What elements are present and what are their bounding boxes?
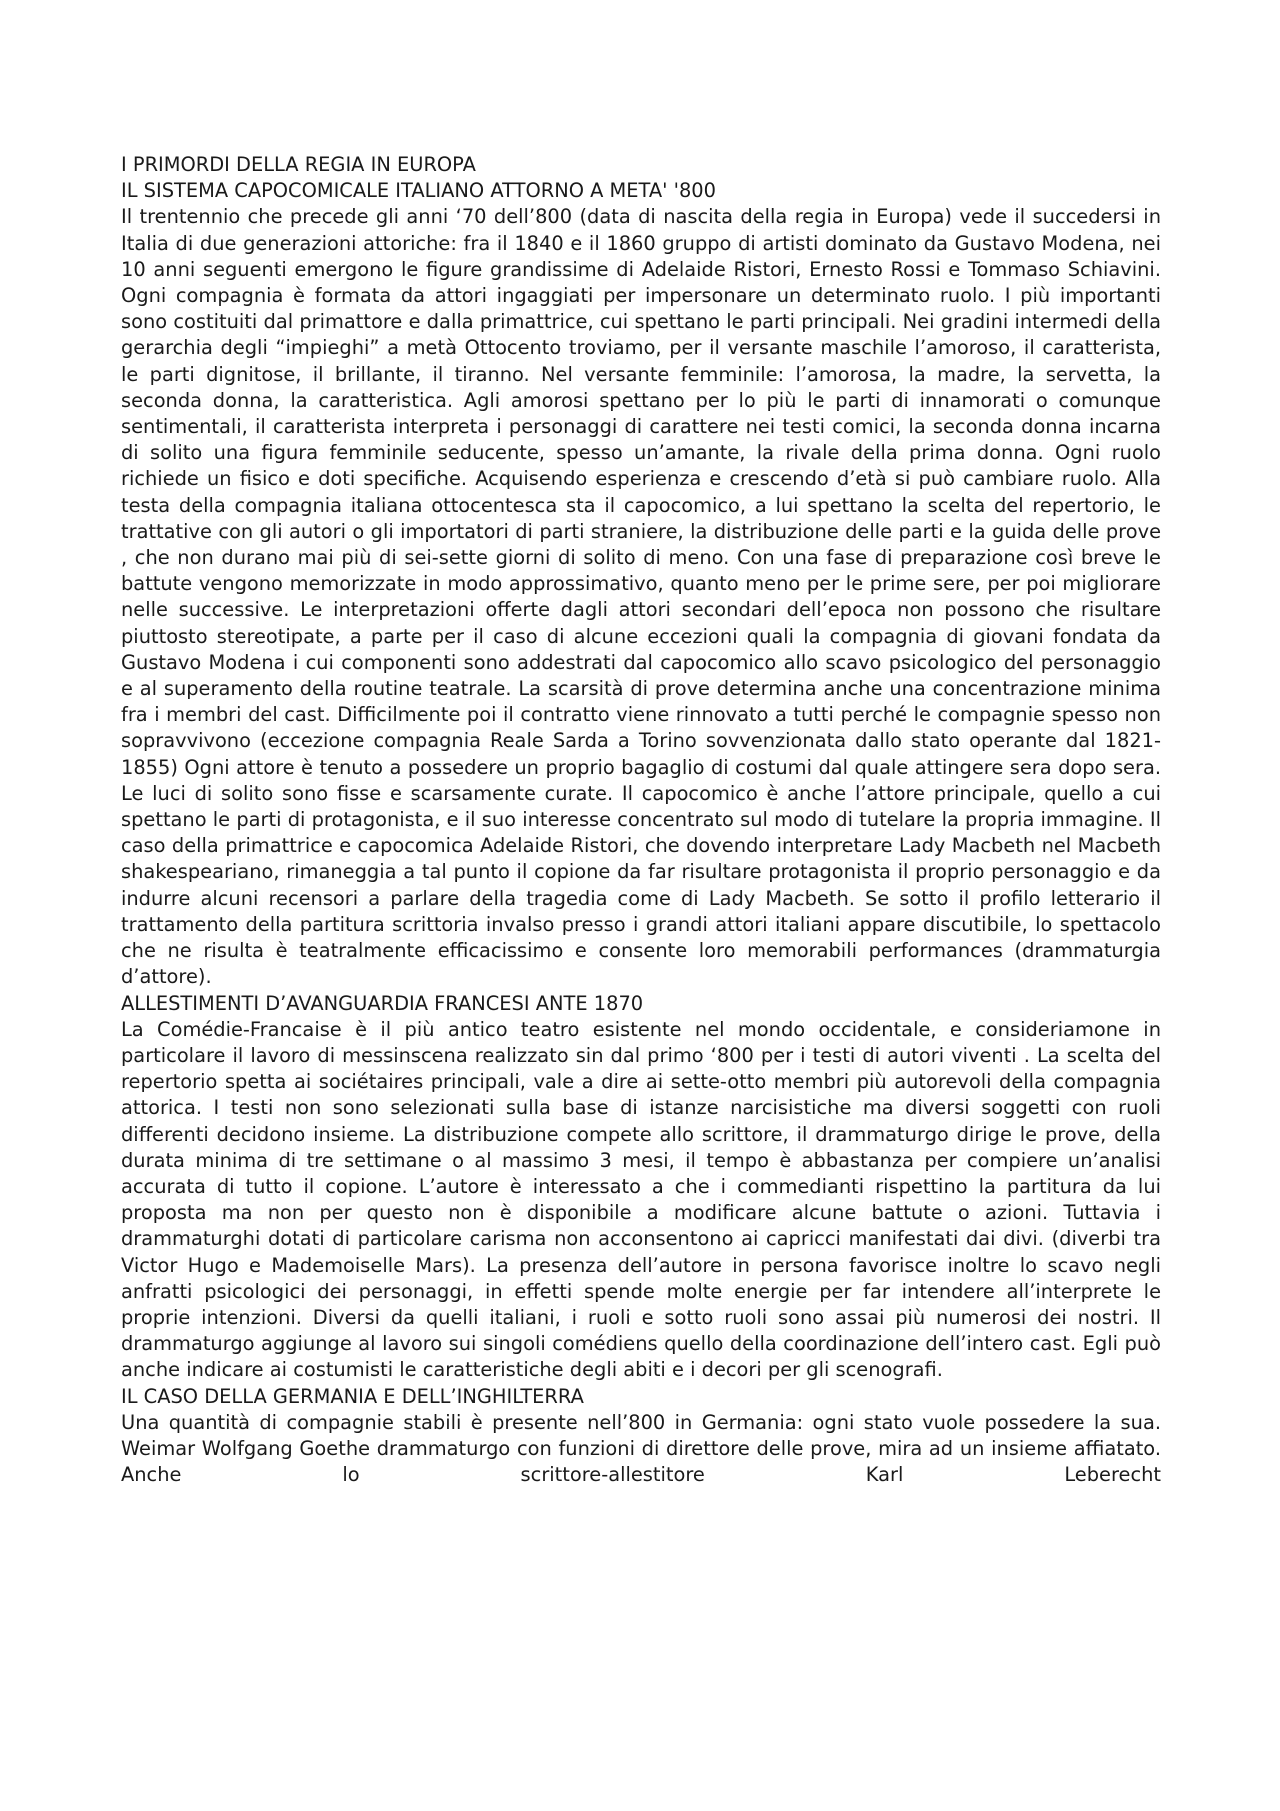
section-heading: ALLESTIMENTI D’AVANGUARDIA FRANCESI ANTE 1870 xyxy=(121,991,644,1015)
document-title: I PRIMORDI DELLA REGIA IN EUROPA xyxy=(121,153,476,176)
section-paragraph: Una quantità di compagnie stabili è presente nell’800 in Germania: ogni stato vuole possedere la sua. Weimar Wolfgang Goethe drammaturgo con funzioni di direttore delle prove, mira ad un insieme affiatato. Anche lo scrittore-allestitore Karl Leberecht xyxy=(121,1410,1161,1487)
document-page xyxy=(121,152,1161,1488)
section-heading: IL CASO DELLA GERMANIA E DELL’INGHILTERRA xyxy=(121,1384,584,1408)
section-heading: IL SISTEMA CAPOCOMICALE ITALIANO ATTORNO A META' '800 xyxy=(121,179,716,203)
section-paragraph: Il trentennio che precede gli anni ‘70 dell’800 (data di nascita della regia in Europa) vede il succedersi in Italia di due generazioni attoriche: fra il 1840 e il 1860 gruppo di artisti dominato da Gustavo Modena, nei 10 anni seguenti emergono le figure grandissime di Adelaide Ristori, Ernesto Rossi e Tommaso Schiavini. Ogni compagnia è formata da attori ingaggiati per impersonare un determinato ruolo. I più importanti sono costituiti dal primattore e dalla primattrice, cui spettano le parti principali. Nei gradini intermedi della gerarchia degli “impieghi” a metà Ottocento troviamo, per il versante maschile l’amoroso, il caratterista, le parti dignitose, il brillante, il tiranno. Nel versante femminile: l’amorosa, la madre, la servetta, la seconda donna, la caratteristica. Agli amorosi spettano per lo più le parti di innamorati o comunque sentimentali, il caratterista interpreta i personaggi di carattere nei testi comici, la seconda donna incarna di solito una figura femminile seducente, spesso un’amante, la rivale della prima donna. Ogni ruolo richiede un fisico e doti specifiche. Acquisendo esperienza e crescendo d’età si può cambiare ruolo. Alla testa della compagnia italiana ottocentesca sta il capocomico, a lui spettano la scelta del repertorio, le trattative con gli autori o gli importatori di parti straniere, la distribuzione delle parti e la guida delle prove , che non durano mai più di sei-sette giorni di solito di meno. Con una fase di preparazione così breve le battute vengono memorizzate in modo approssimativo, quanto meno per le prime sere, per poi migliorare nelle successive. Le interpretazioni offerte dagli attori secondari dell’epoca non possono che risultare piuttosto stereotipate, a parte per il caso di alcune eccezioni quali la compagnia di giovani fondata da Gustavo Modena i cui componenti sono addestrati dal capocomico allo scavo psicologico del personaggio e al superamento della routine teatrale. La scarsità di prove determina anche una concentrazione minima fra i membri del cast. Difficilmente poi il contratto viene rinnovato a tutti perché le compagnie spesso non sopravvivono (eccezione compagnia Reale Sarda a Torino sovvenzionata dallo stato operante dal 1821-1855) Ogni attore è tenuto a possedere un proprio bagaglio di costumi dal quale attingere sera dopo sera. Le luci di solito sono fisse e scarsamente curate. Il capocomico è anche l’attore principale, quello a cui spettano le parti di protagonista, e il suo interesse concentrato sul modo di tutelare la propria immagine. Il caso della primattrice e capocomica Adelaide Ristori, che dovendo interpretare Lady Macbeth nel Macbeth shakespeariano, rimaneggia a tal punto il copione da far risultare protagonista il proprio personaggio e da indurre alcuni recensori a parlare della tragedia come di Lady Macbeth. Se sotto il profilo letterario il trattamento della partitura scrittoria invalso presso i grandi attori italiani appare discutibile, lo spettacolo che ne risulta è teatralmente efficacissimo e consente loro memorabili performances (drammaturgia d’attore). xyxy=(121,205,1161,989)
section-paragraph: La Comédie-Francaise è il più antico teatro esistente nel mondo occidentale, e consideriamone in particolare il lavoro di messinscena realizzato sin dal primo ‘800 per i testi di autori viventi . La scelta del repertorio spetta ai sociétaires principali, vale a dire ai sette-otto membri più autorevoli della compagnia attorica. I testi non sono selezionati sulla base di istanze narcisistiche ma diversi soggetti con ruoli differenti decidono insieme. La distribuzione compete allo scrittore, il drammaturgo dirige le prove, della durata minima di tre settimane o al massimo 3 mesi, il tempo è abbastanza per compiere un’analisi accurata di tutto il copione. L’autore è interessato a che i commedianti rispettino la partitura da lui proposta ma non per questo non è disponibile a modificare alcune battute o azioni. Tuttavia i drammaturghi dotati di particolare carisma non acconsentono ai capricci manifestati dai divi. (diverbi tra Victor Hugo e Mademoiselle Mars). La presenza dell’autore in persona favorisce inoltre lo scavo negli anfratti psicologici dei personaggi, in effetti spende molte energie per far intendere all’interprete le proprie intenzioni. Diversi da quelli italiani, i ruoli e sotto ruoli sono assai più numerosi dei nostri. Il drammaturgo aggiunge al lavoro sui singoli comédiens quello della coordinazione dell’intero cast. Egli può anche indicare ai costumisti le caratteristiche degli abiti e i decori per gli scenografi. xyxy=(121,1017,1161,1382)
